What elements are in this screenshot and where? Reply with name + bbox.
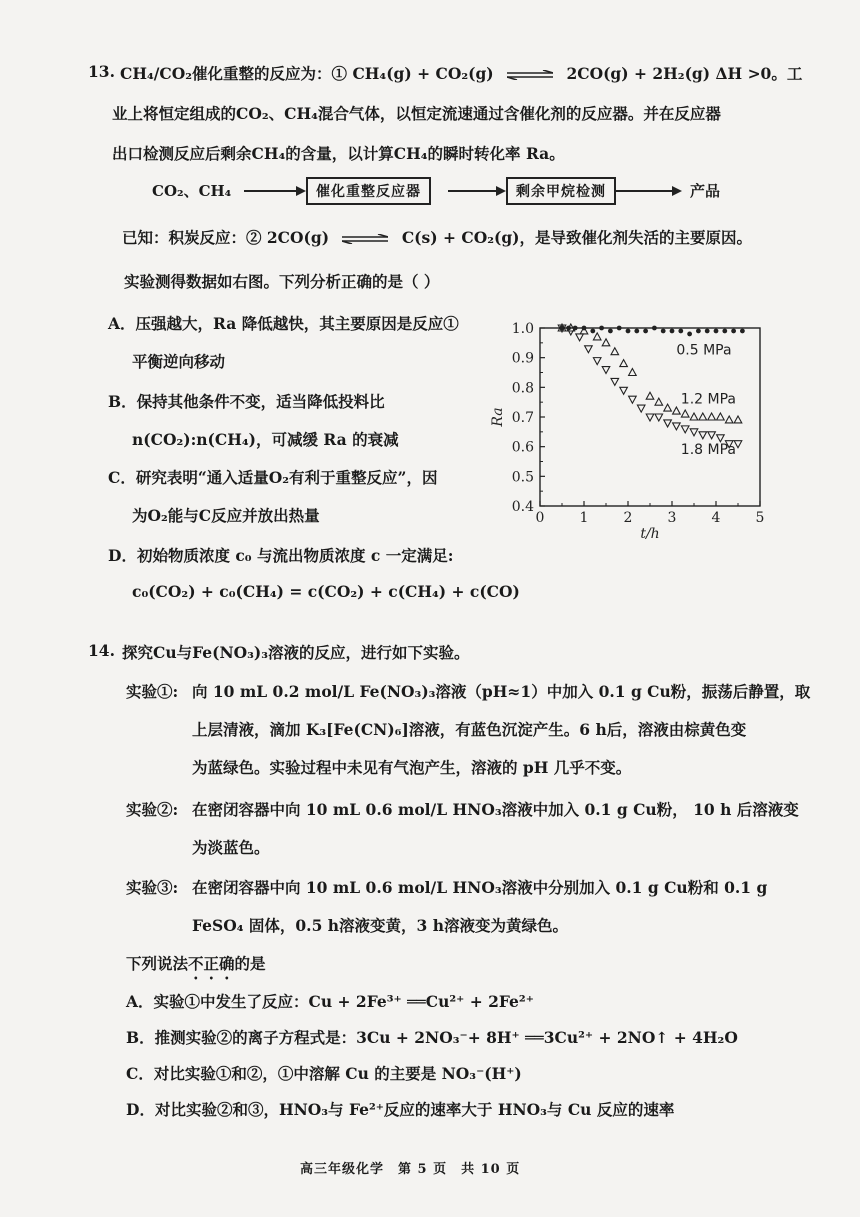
y-tick-label: 0.4: [511, 499, 534, 515]
y-axis-label: Ra: [490, 407, 506, 427]
point-0-5mpa: [599, 326, 604, 331]
scheme-box-reactor: 催化重整反应器: [306, 177, 431, 205]
point-1-8mpa: [708, 432, 716, 439]
x-tick-label: 0: [535, 510, 545, 526]
q14-exp2-line1: 在密闭容器中向 10 mL 0.6 mol/L HNO₃溶液中加入 0.1 g Cu粉， 10 h 后溶液变: [192, 800, 799, 819]
equilibrium-arrow-icon: [507, 70, 553, 80]
point-1-2mpa: [734, 416, 742, 423]
point-0-5mpa: [705, 329, 710, 334]
point-1-2mpa: [655, 398, 663, 405]
q13-known-b: C(s) + CO₂(g)，是导致催化剂失活的主要原因。: [401, 228, 752, 247]
scheme-arrow-1-line: [244, 190, 296, 192]
point-0-5mpa: [678, 329, 683, 334]
point-1-8mpa: [593, 358, 601, 365]
q14-number: 14.: [88, 641, 115, 660]
q13-option-c-line2: 为O₂能与C反应并放出热量: [132, 506, 320, 525]
point-0-5mpa: [731, 329, 736, 334]
equilibrium-arrow-icon: [342, 234, 388, 244]
arrow-right-icon: [496, 186, 506, 196]
point-0-5mpa: [687, 332, 692, 337]
scheme-output: 产品: [690, 182, 721, 200]
q13-stem-line2: 业上将恒定组成的CO₂、CH₄混合气体，以恒定流速通过含催化剂的反应器。并在反应器: [112, 104, 721, 123]
point-0-5mpa: [652, 326, 657, 331]
point-1-8mpa: [655, 414, 663, 421]
point-1-2mpa: [690, 413, 698, 420]
point-1-8mpa: [664, 420, 672, 427]
q14-exp3-line2: FeSO₄ 固体，0.5 h溶液变黄，3 h溶液变为黄绿色。: [192, 916, 568, 935]
q14-option-a: A．实验①中发生了反应：Cu + 2Fe³⁺ ══Cu²⁺ + 2Fe²⁺: [126, 992, 534, 1011]
scheme-arrow-2-line: [448, 190, 496, 192]
point-0-5mpa: [740, 329, 745, 334]
ra-chart: [490, 310, 790, 550]
point-1-2mpa: [699, 413, 707, 420]
point-1-2mpa: [602, 339, 610, 346]
q13-stem-line1: [120, 62, 802, 84]
x-axis-label: t/h: [640, 526, 660, 542]
point-1-2mpa: [717, 413, 725, 420]
series-label: 1.8 MPa: [680, 442, 736, 459]
x-tick-label: 5: [755, 510, 765, 526]
q13-option-b-line1: B．保持其他条件不变，适当降低投料比: [108, 392, 385, 411]
point-1-8mpa: [717, 435, 725, 442]
q14-option-b: B．推测实验②的离子方程式是：3Cu + 2NO₃⁻+ 8H⁺ ══3Cu²⁺ + 2NO↑ + 4H₂O: [126, 1028, 738, 1047]
point-1-2mpa: [681, 410, 689, 417]
point-1-8mpa: [690, 429, 698, 436]
x-tick-label: 2: [623, 510, 633, 526]
y-tick-label: 0.9: [511, 350, 534, 367]
scheme-box-detector: 剩余甲烷检测: [506, 177, 616, 205]
q14-option-c: C．对比实验①和②，①中溶解 Cu 的主要是 NO₃⁻(H⁺): [126, 1064, 522, 1083]
x-tick-label: 1: [579, 510, 589, 526]
scheme-input: CO₂、CH₄: [152, 182, 232, 200]
q14-prompt: [126, 952, 266, 983]
point-1-2mpa: [593, 333, 601, 340]
point-0-5mpa: [634, 329, 639, 334]
point-1-8mpa: [637, 405, 645, 412]
q13-stem-line1-b: 2CO(g) + 2H₂(g) ΔH >0。工: [566, 64, 803, 83]
point-1-2mpa: [673, 407, 681, 414]
q14-prompt-emphasis: 不正确: [188, 954, 235, 973]
point-1-8mpa: [646, 414, 654, 421]
q14-exp1-line1: 向 10 mL 0.2 mol/L Fe(NO₃)₃溶液（pH≈1）中加入 0.1 g Cu粉，振荡后静置，取: [192, 682, 811, 701]
point-1-8mpa: [681, 426, 689, 433]
point-0-5mpa: [590, 329, 595, 334]
q14-prompt-a: 下列说法: [126, 954, 189, 973]
point-0-5mpa: [626, 329, 631, 334]
q13-option-c-line1: C．研究表明“通入适量O₂有利于重整反应”，因: [108, 468, 438, 487]
point-0-5mpa: [643, 329, 648, 334]
point-1-2mpa: [629, 369, 637, 376]
q13-known: [122, 226, 752, 248]
y-tick-label: 0.5: [511, 469, 534, 486]
point-1-8mpa: [620, 387, 628, 394]
point-1-2mpa: [708, 413, 716, 420]
y-tick-label: 0.8: [511, 380, 534, 397]
x-tick-label: 3: [667, 510, 677, 526]
point-1-2mpa: [611, 348, 619, 355]
point-1-8mpa: [673, 423, 681, 430]
point-0-5mpa: [661, 329, 666, 334]
point-1-8mpa: [585, 346, 593, 353]
q14-stem: 探究Cu与Fe(NO₃)₃溶液的反应，进行如下实验。: [122, 643, 470, 662]
q13-prompt: 实验测得数据如右图。下列分析正确的是（ ）: [124, 272, 440, 291]
point-1-2mpa: [725, 416, 733, 423]
q14-exp1-line3: 为蓝绿色。实验过程中未见有气泡产生，溶液的 pH 几乎不变。: [192, 758, 632, 777]
q13-option-a-line2: 平衡逆向移动: [132, 352, 226, 371]
point-0-5mpa: [617, 326, 622, 331]
y-tick-label: 0.7: [511, 410, 534, 426]
q13-option-b-line2: n(CO₂):n(CH₄)，可减缓 Ra 的衰减: [132, 430, 399, 449]
q13-stem-line1-a: CH₄/CO₂催化重整的反应为：① CH₄(g) + CO₂(g): [120, 64, 494, 83]
point-1-2mpa: [664, 404, 672, 411]
point-1-8mpa: [699, 432, 707, 439]
point-1-8mpa: [576, 334, 584, 341]
chart-labels: [490, 321, 764, 542]
scheme-arrow-3-line: [616, 190, 672, 192]
q14-exp1-label: 实验①:: [126, 682, 179, 701]
point-0-5mpa: [696, 329, 701, 334]
arrow-right-icon: [672, 186, 682, 196]
q13-option-a-line1: A．压强越大，Ra 降低越快，其主要原因是反应①: [108, 314, 459, 333]
x-tick-label: 4: [711, 510, 721, 526]
q14-option-d: D．对比实验②和③，HNO₃与 Fe²⁺反应的速率大于 HNO₃与 Cu 反应的速率: [126, 1100, 675, 1119]
point-0-5mpa: [670, 329, 675, 334]
q14-prompt-c: 的是: [234, 954, 266, 973]
point-1-8mpa: [602, 367, 610, 374]
y-tick-label: 0.6: [511, 439, 534, 456]
point-1-8mpa: [629, 396, 637, 403]
q14-exp3-line1: 在密闭容器中向 10 mL 0.6 mol/L HNO₃溶液中分别加入 0.1 g Cu粉和 0.1 g: [192, 878, 768, 897]
q14-exp2-label: 实验②:: [126, 800, 179, 819]
point-1-2mpa: [646, 392, 654, 399]
series-label: 1.2 MPa: [680, 391, 736, 408]
arrow-right-icon: [296, 186, 306, 196]
q14-exp3-label: 实验③:: [126, 878, 179, 897]
q13-number: 13.: [88, 62, 115, 81]
y-tick-label: 1.0: [511, 321, 534, 337]
q14-exp1-line2: 上层清液，滴加 K₃[Fe(CN)₆]溶液，有蓝色沉淀产生。6 h后，溶液由棕黄色变: [192, 720, 747, 739]
q13-stem-line3: 出口检测反应后剩余CH₄的含量，以计算CH₄的瞬时转化率 Ra。: [112, 144, 565, 163]
q13-option-d-line1: D．初始物质浓度 c₀ 与流出物质浓度 c 一定满足:: [108, 546, 454, 565]
q13-option-d-line2: c₀(CO₂) + c₀(CH₄) = c(CO₂) + c(CH₄) + c(CO): [132, 582, 520, 601]
point-1-8mpa: [611, 378, 619, 385]
page-footer: 高三年级化学 第 5 页 共 10 页: [300, 1162, 521, 1177]
q14-exp2-line2: 为淡蓝色。: [192, 838, 270, 857]
point-0-5mpa: [608, 329, 613, 334]
point-1-2mpa: [620, 360, 628, 367]
point-0-5mpa: [714, 329, 719, 334]
series-label: 0.5 MPa: [676, 342, 732, 359]
q13-known-a: 已知：积炭反应：② 2CO(g): [122, 228, 330, 247]
point-0-5mpa: [722, 329, 727, 334]
